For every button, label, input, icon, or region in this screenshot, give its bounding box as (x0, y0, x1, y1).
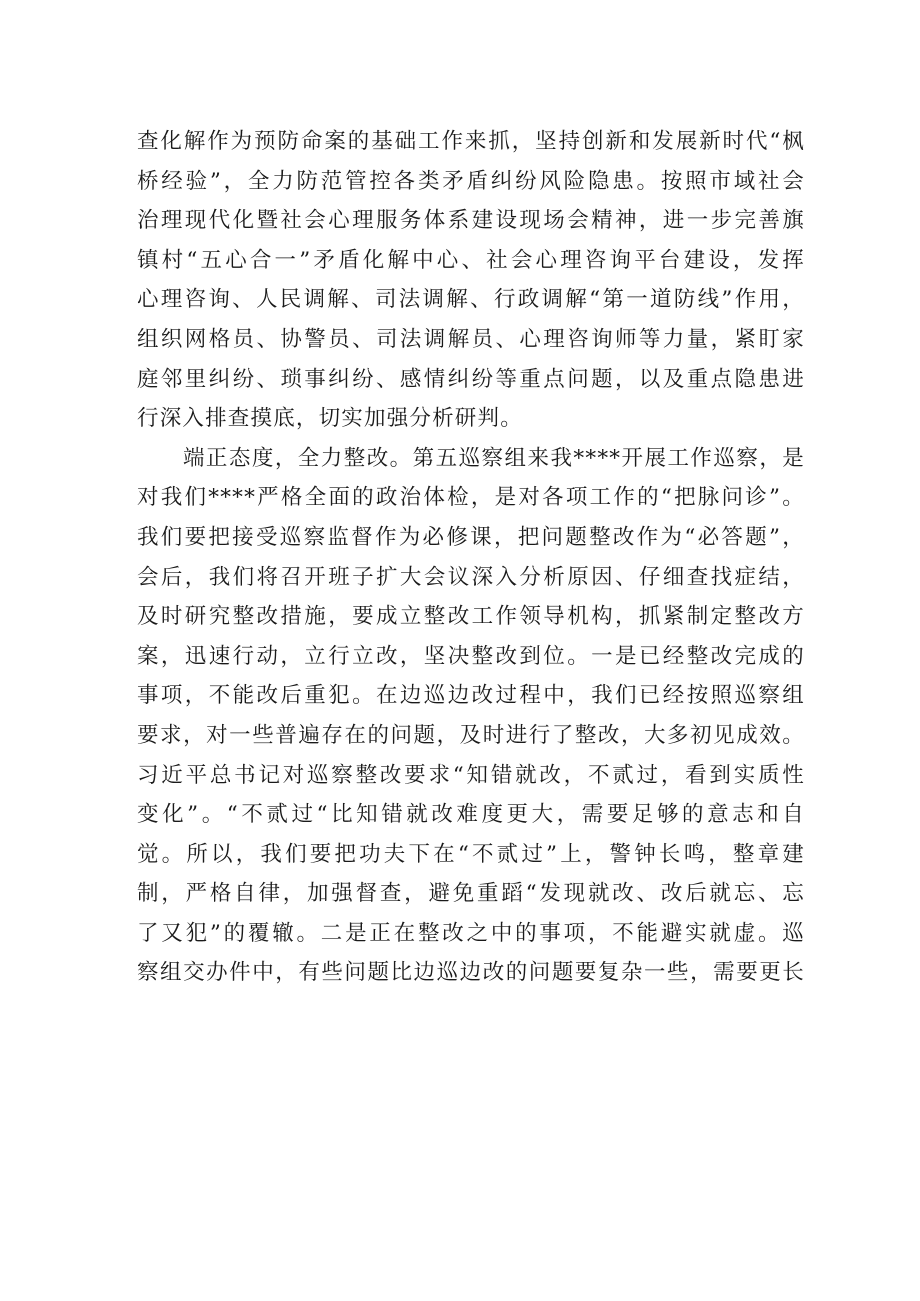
text-line: 变化”。“不贰过“比知错就改难度更大，需要足够的意志和自 (137, 802, 805, 828)
text-line: 会后，我们将召开班子扩大会议深入分析原因、仔细查找症结， (137, 564, 805, 590)
text-line: 习近平总书记对巡察整改要求“知错就改，不贰过，看到实质性 (137, 762, 805, 788)
text-line: 庭邻里纠纷、琐事纠纷、感情纠纷等重点问题，以及重点隐患进 (137, 366, 805, 392)
text-line: 了又犯”的覆辙。二是正在整改之中的事项，不能避实就虚。巡 (137, 920, 805, 946)
text-line: 治理现代化暨社会心理服务体系建设现场会精神，进一步完善旗 (137, 208, 805, 234)
document-body (137, 122, 805, 993)
text-line: 组织网格员、协警员、司法调解员、心理咨询师等力量，紧盯家 (137, 326, 805, 352)
text-line: 心理咨询、人民调解、司法调解、行政调解“第一道防线”作用， (137, 287, 805, 313)
text-line: 要求，对一些普遍存在的问题，及时进行了整改，大多初见成效。 (137, 722, 805, 748)
text-line: 查化解作为预防命案的基础工作来抓，坚持创新和发展新时代“枫 (137, 129, 805, 154)
text-line: 对我们****严格全面的政治体检，是对各项工作的“把脉问诊”。 (137, 485, 805, 511)
text-line: 事项，不能改后重犯。在边巡边改过程中，我们已经按照巡察组 (137, 683, 805, 709)
text-line: 我们要把接受巡察监督作为必修课，把问题整改作为“必答题”， (137, 524, 805, 550)
paragraph-1 (137, 122, 805, 439)
text-line: 桥经验”，全力防范管控各类矛盾纠纷风险隐患。按照市域社会 (137, 168, 805, 194)
text-line: 制，严格自律，加强督查，避免重蹈“发现就改、改后就忘、忘 (137, 881, 805, 907)
text-line: 觉。所以，我们要把功夫下在“不贰过”上，警钟长鸣，整章建 (137, 841, 805, 867)
text-line: 及时研究整改措施，要成立整改工作领导机构，抓紧制定整改方 (137, 604, 805, 630)
text-line: 察组交办件中，有些问题比边巡边改的问题要复杂一些，需要更长 (137, 960, 805, 986)
text-line: 案，迅速行动，立行立改，坚决整改到位。一是已经整改完成的 (137, 643, 805, 669)
paragraph-2 (137, 439, 805, 993)
text-line: 端正态度，全力整改。第五巡察组来我****开展工作巡察，是 (137, 445, 805, 471)
text-line: 镇村“五心合一”矛盾化解中心、社会心理咨询平台建设，发挥 (137, 247, 805, 273)
text-line: 行深入排查摸底，切实加强分析研判。 (137, 406, 523, 432)
